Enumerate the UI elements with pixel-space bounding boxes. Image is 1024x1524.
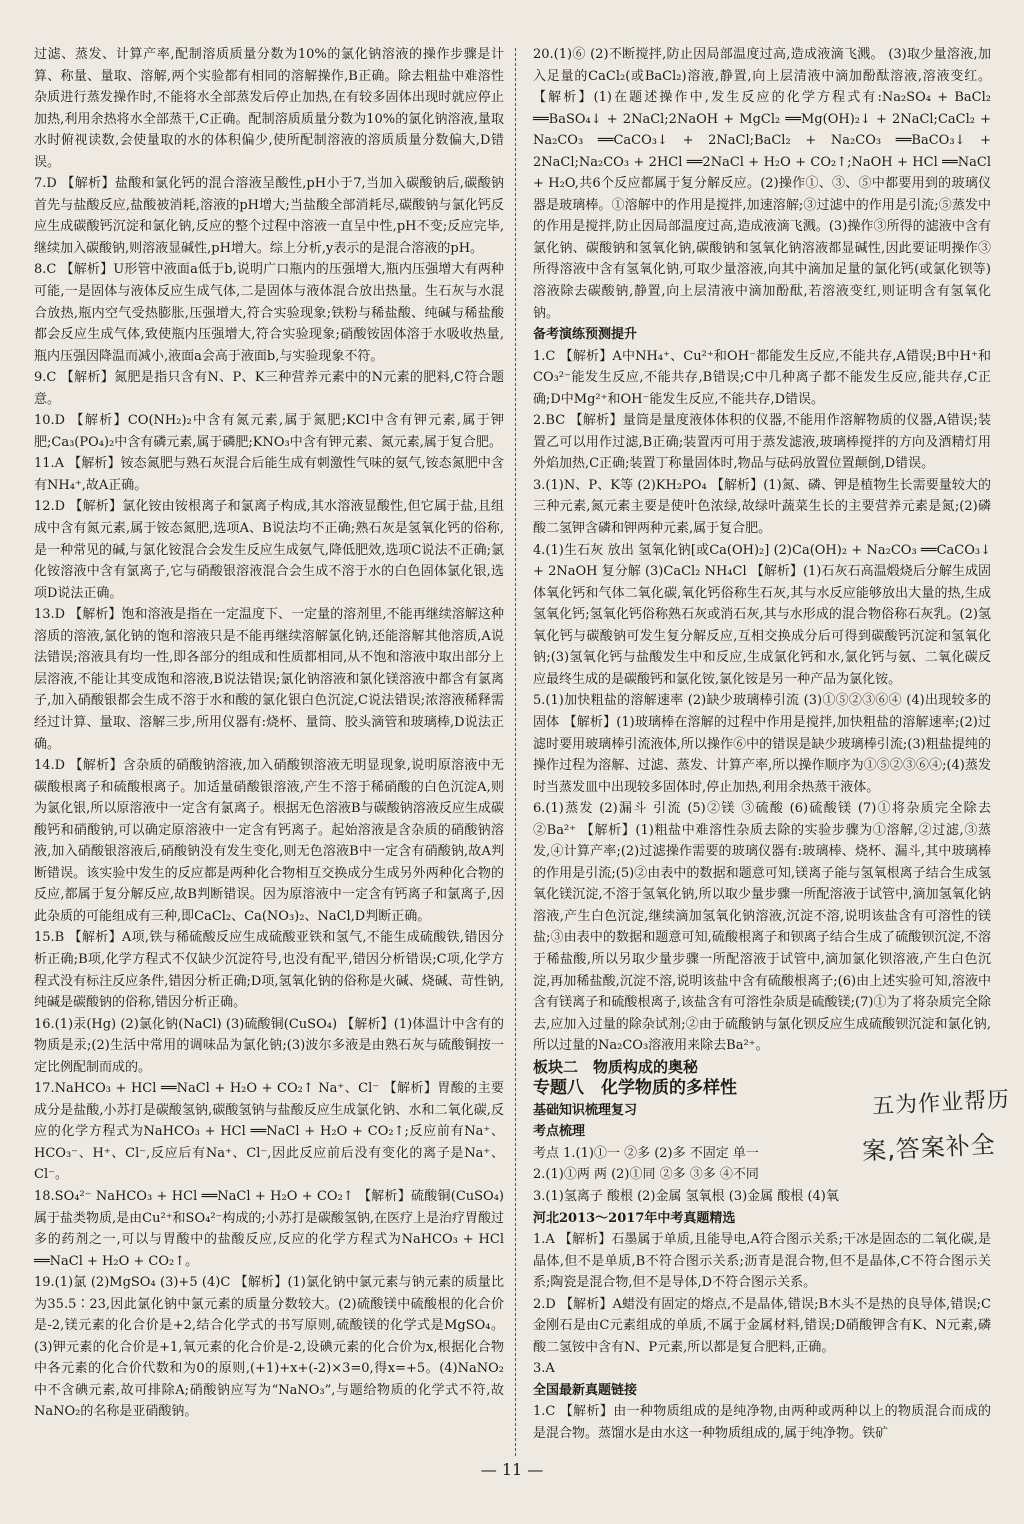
column-divider	[515, 48, 517, 1456]
left-paragraph: 15.B 【解析】A项,铁与稀硫酸反应生成硫酸亚铁和氢气,不能生成硫酸铁,错因分析正确;B项,化学方程式不仅缺少沉淀符号,也没有配平,错因分析错误;C项,化学方程式没有标注反应条件,错因分析正确;D项,氢氧化钠的俗称是火碱、烧碱、苛性钠,纯碱是碳酸钠的俗称,错因分析正确。	[34, 930, 504, 1011]
kaodian-line: 3.(1)氢离子 酸根 (2)金属 氢氧根 (3)金属 酸根 (4)氧	[533, 1188, 839, 1204]
left-paragraph: 16.(1)汞(Hg) (2)氯化钠(NaCl) (3)硫酸铜(CuSO₄) 【解析】(1)体温计中含有的物质是汞;(2)生活中常用的调味品为氯化钠;(3)波尔多液是由熟石灰与硫酸铜按一定比例配制而成的。	[34, 1016, 504, 1075]
kaodian-line: 考点 1.(1)①一 ②多 (2)多 不固定 单一	[533, 1145, 759, 1161]
right-paragraph: 2.D 【解析】A蜡没有固定的熔点,不是晶体,错误;B木头不是热的良导体,错误;C金刚石是由C元素组成的单质,不属于金属材料,错误;D硝酸钾含有K、N元素,磷酸二氢铵中含有N、P元素,所以都是复合肥料,正确。	[533, 1296, 991, 1355]
right-paragraph: 3.A	[533, 1361, 555, 1377]
right-column	[533, 44, 991, 1445]
handwritten-note: 案,答案补全	[861, 1130, 997, 1166]
kaodian-heading: 考点梳理	[533, 1124, 586, 1140]
left-paragraph: 8.C 【解析】U形管中液面a低于b,说明广口瓶内的压强增大,瓶内压强增大有两种可能,一是固体与液体反应生成气体,二是固体与液体混合放出热量。生石灰与水混合放热,瓶内空气受热膨胀,压强增大,符合实验现象;铁粉与稀盐酸、纯碱与稀盐酸都会反应生成气体,致使瓶内压强增大,符合实验现象;硝酸铵固体溶于水吸收热量,瓶内压强因降温而减小,液面a会高于液面b,与实验现象不符。	[34, 262, 504, 364]
handwritten-note: 五为作业帮历	[871, 1087, 1011, 1120]
left-paragraph: 19.(1)氯 (2)MgSO₄ (3)+5 (4)C 【解析】(1)氯化钠中氯元素与钠元素的质量比为35.5∶23,因此氯化钠中氯元素的质量分数较大。(2)硫酸镁中硫酸根的化合价是-2,镁元素的化合价是+2,结合化学式的书写原则,硫酸镁的化学式是MgSO₄。(3)钾元素的化合价是+1,氧元素的化合价是-2,设碘元素的化合价为x,根据化合物中各元素的化合价代数和为0的原则,(+1)+x+(-2)×3=0,得x=+5。(4)NaNO₂中不含碘元素,故可排除A;硝酸钠应写为“NaNO₃”,与题给物质的化学式不符,故NaNO₂的名称是亚硝酸钠。	[34, 1275, 504, 1420]
left-paragraph: 12.D 【解析】氯化铵由铵根离子和氯离子构成,其水溶液显酸性,但它属于盐,且组成中含有氮元素,属于铵态氮肥,选项A、B说法均不正确;熟石灰是氢氧化钙的俗称,是一种常见的碱,与氯化铵混合会发生反应生成氨气,降低肥效,选项C说法不正确;氯化铵溶液中含有氯离子,它与硝酸银溶液混合会生成不溶于水的白色固体氯化银,选项D说法正确。	[34, 499, 504, 601]
right-paragraph: 20.(1)⑥ (2)不断搅拌,防止因局部温度过高,造成液滴飞溅。 (3)取少量溶液,加入足量的CaCl₂(或BaCl₂)溶液,静置,向上层清液中滴加酚酞溶液,溶液变红。 【解析】(1)在题述操作中,发生反应的化学方程式有:Na₂SO₄ + BaCl₂ ══BaSO₄↓ + 2NaCl;2NaOH + MgCl₂ ══Mg(OH)₂↓ + 2NaCl;CaCl₂ + Na₂CO₃ ══CaCO₃↓ + 2NaCl;BaCl₂ + Na₂CO₃ ══BaCO₃↓ + 2NaCl;Na₂CO₃ + 2HCl ══2NaCl + H₂O + CO₂↑;NaOH + HCl ══NaCl + H₂O,共6个反应都属于复分解反应。(2)操作①、③、⑤中都要用到的玻璃仪器是玻璃棒。①溶解中的作用是搅拌,加速溶解;③过滤中的作用是引流;⑤蒸发中的作用是搅拌,防止因局部温度过高,造成液滴飞溅。(3)操作③所得的滤液中含有氯化钠、碳酸钠和氢氧化钠,碳酸钠和氢氧化钠溶液都显碱性,因此要证明操作③所得溶液中含有氢氧化钠,可取少量溶液,向其中滴加足量的氯化钙(或氯化钡等)溶液除去碳酸钠,静置,向上层清液中滴加酚酞,若溶液变红,则证明含有氢氧化钠。	[533, 47, 991, 321]
left-paragraph: 14.D 【解析】含杂质的硝酸钠溶液,加入硝酸钡溶液无明显现象,说明原溶液中无碳酸根离子和硫酸根离子。加适量硝酸银溶液,产生不溶于稀硝酸的白色沉淀A,则为氯化银,所以原溶液中一定含有氯离子。根据无色溶液B与碳酸钠溶液反应生成碳酸钙和硝酸钠,可以确定原溶液中一定含有钙离子。起始溶液是含杂质的硝酸钠溶液,加入硝酸银溶液后,硝酸钠没有发生变化,则无色溶液B中一定含有硝酸钠,故A判断错误。该实验中发生的反应都是两种化合物相互交换成分生成另外两种化合物的反应,都属于复分解反应,故B判断错误。因为原溶液中一定含有钙离子和氯离子,因此杂质的可能组成有三种,即CaCl₂、Ca(NO₃)₂、NaCl,D判断正确。	[34, 758, 504, 924]
right-paragraph: 6.(1)蒸发 (2)漏斗 引流 (5)②镁 ③硫酸 (6)硫酸镁 (7)①将杂质完全除去 ②Ba²⁺ 【解析】(1)粗盐中难溶性杂质去除的实验步骤为①溶解,②过滤,③蒸发,④计算产率;(2)过滤操作需要的玻璃仪器有:玻璃棒、烧杯、漏斗,其中玻璃棒的作用是引流;(5)②由表中的数据和题意可知,镁离子能与氢氧根离子结合生成氢氧化镁沉淀,不溶于氢氧化钠,所以取少量步骤一所配溶液于试管中,滴加氢氧化钠溶液,产生白色沉淀,继续滴加氢氧化钠溶液,沉淀不溶,说明该盐含有可溶性的镁盐;③由表中的数据和题意可知,硫酸根离子和钡离子结合生成了硫酸钡沉淀,不溶于稀盐酸,所以另取少量步骤一所配溶液于试管中,滴加氯化钡溶液,产生白色沉淀,再加稀盐酸,沉淀不溶,说明该盐中含有硫酸根离子;(6)由上述实验可知,溶液中含有镁离子和硫酸根离子,该盐含有可溶性杂质是硫酸镁;(7)①为了将杂质完全除去,应加入过量的除杂试剂;②由于硫酸钠与氯化钡反应生成硫酸钡沉淀和氯化钠,所以过量的Na₂CO₃溶液用来除去Ba²⁺。	[533, 801, 991, 1054]
right-paragraph: 1.C 【解析】A中NH₄⁺、Cu²⁺和OH⁻都能发生反应,不能共存,A错误;B中H⁺和CO₃²⁻能发生反应,不能共存,B错误;C中几种离子都不能发生反应,能共存,C正确;D中Mg²⁺和OH⁻能发生反应,不能共存,D错误。	[533, 348, 991, 407]
block-title: 板块二 物质构成的奥秘	[533, 1057, 699, 1076]
left-paragraph: 9.C 【解析】氮肥是指只含有N、P、K三种营养元素中的N元素的肥料,C符合题意。	[34, 370, 504, 407]
kaodian-line: 2.(1)①两 两 (2)①同 ②多 ③多 ④不同	[533, 1167, 759, 1183]
right-paragraph: 2.BC 【解析】量筒是量度液体体积的仪器,不能用作溶解物质的仪器,A错误;装置乙可以用作过滤,B正确;装置丙可用于蒸发滤液,玻璃棒搅拌的方向及酒精灯用外焰加热,C正确;装置丁称量固体时,物品与砝码放置位置颠倒,D错误。	[533, 413, 991, 472]
left-paragraph: 18.SO₄²⁻ NaHCO₃ + HCl ══NaCl + H₂O + CO₂↑ 【解析】硫酸铜(CuSO₄)属于盐类物质,是由Cu²⁺和SO₄²⁻构成的;小苏打是碳酸氢钠,在医疗上是治疗胃酸过多的药剂之一,可以与胃酸中的盐酸反应,反应的化学方程式为NaHCO₃ + HCl ══NaCl + H₂O + CO₂↑。	[34, 1188, 504, 1269]
right-paragraph: 1.C 【解析】由一种物质组成的是纯净物,由两种或两种以上的物质混合而成的是混合物。蒸馏水是由水这一种物质组成的,属于纯净物。铁矿	[533, 1404, 991, 1441]
right-paragraph: 4.(1)生石灰 放出 氢氧化钠[或Ca(OH)₂] (2)Ca(OH)₂ + Na₂CO₃ ══CaCO₃↓ + 2NaOH 复分解 (3)CaCl₂ NH₄Cl 【解析】(1)石灰石高温煅烧后分解生成固体氧化钙和气体二氧化碳,氧化钙俗称生石灰,其与水反应能够放出大量的热,生成氢氧化钙;氢氧化钙俗称熟石灰或消石灰,其与水形成的混合物俗称石灰乳。(2)氢氧化钙与碳酸钠可发生复分解反应,互相交换成分后可得到碳酸钙沉淀和氢氧化钠;(3)氢氧化钙与盐酸发生中和反应,生成氯化钙和水,氯化钙与氨、二氧化碳反应最终生成的是碳酸钙和氯化铵,氯化铵是另一种产品为氯化铵。	[533, 542, 991, 687]
section-heading-national: 全国最新真题链接	[533, 1382, 638, 1398]
left-column	[34, 44, 504, 1423]
right-paragraph: 1.A 【解析】石墨属于单质,且能导电,A符合图示关系;干冰是固态的二氧化碳,是晶体,但不是单质,B不符合图示关系;沥青是混合物,但不是晶体,C不符合图示关系;陶瓷是混合物,但不是导体,D不符合图示关系。	[533, 1232, 991, 1291]
page-number: — 11 —	[480, 1460, 544, 1479]
right-paragraph: 5.(1)加快粗盐的溶解速率 (2)缺少玻璃棒引流 (3)①⑤②③⑥④ (4)出现较多的固体 【解析】(1)玻璃棒在溶解的过程中作用是搅拌,加快粗盐的溶解速率;(2)过滤时要用玻璃棒引流液体,所以操作⑥中的错误是缺少玻璃棒引流;(3)粗盐提纯的操作过程为溶解、过滤、蒸发、计算产率,所以操作顺序为①⑤②③⑥④;(4)蒸发时当蒸发皿中出现较多固体时,停止加热,利用余热蒸干液体。	[533, 693, 991, 795]
left-paragraph: 17.NaHCO₃ + HCl ══NaCl + H₂O + CO₂↑ Na⁺、Cl⁻ 【解析】胃酸的主要成分是盐酸,小苏打是碳酸氢钠,碳酸氢钠与盐酸反应生成氯化钠、水和二氧化碳,反应的化学方程式为NaHCO₃ + HCl ══NaCl + H₂O + CO₂↑;反应前有Na⁺、HCO₃⁻、H⁺、Cl⁻,反应后有Na⁺、Cl⁻,因此反应前后没有变化的离子是Na⁺、Cl⁻。	[34, 1081, 504, 1183]
subtopic-title: 基础知识梳理复习	[533, 1102, 638, 1118]
left-paragraph: 过滤、蒸发、计算产率,配制溶质质量分数为10%的氯化钠溶液的操作步骤是计算、称量、量取、溶解,两个实验都有相同的溶解操作,B正确。除去粗盐中难溶性杂质进行蒸发操作时,不能将水全部蒸发后停止加热,在有较多固体出现时就应停止加热,利用余热将水全部蒸干,C正确。配制溶质质量分数为10%的氯化钠溶液,量取水时俯视读数,会使量取的水的体积偏少,使所配制溶液的溶质质量分数偏大,D错误。	[34, 47, 504, 170]
section-heading-hebei: 河北2013～2017年中考真题精选	[533, 1210, 736, 1226]
right-paragraph: 3.(1)N、P、K等 (2)KH₂PO₄ 【解析】(1)氮、磷、钾是植物生长需要量较大的三种元素,氮元素主要是使叶色浓绿,故绿叶蔬菜生长的主要营养元素是氮;(2)磷酸二氢钾含磷和钾两种元素,属于复合肥。	[533, 477, 991, 537]
section-heading-forecast: 备考演练预测提升	[533, 327, 638, 343]
left-paragraph: 10.D 【解析】CO(NH₂)₂中含有氮元素,属于氮肥;KCl中含有钾元素,属于钾肥;Ca₃(PO₄)₂中含有磷元素,属于磷肥;KNO₃中含有钾元素、氮元素,属于复合肥。	[34, 413, 504, 450]
left-paragraph: 13.D 【解析】饱和溶液是指在一定温度下、一定量的溶剂里,不能再继续溶解这种溶质的溶液,氯化钠的饱和溶液只是不能再继续溶解氯化钠,还能溶解其他溶质,A说法错误;溶液具有均一性,即各部分的组成和性质都相同,从不饱和溶液中取出部分上层溶液,不能让其变成饱和溶液,B说法错误;氯化钠溶液和氯化镁溶液中都含有氯离子,加入硝酸银都会生成不溶于水和酸的氯化银白色沉淀,C说法错误;浓溶液稀释需经过计算、量取、溶解三步,所用仪器有:烧杯、量筒、胶头滴管和玻璃棒,D说法正确。	[34, 607, 504, 752]
left-paragraph: 11.A 【解析】铵态氮肥与熟石灰混合后能生成有刺激性气味的氨气,铵态氮肥中含有NH₄⁺,故A正确。	[34, 456, 504, 493]
left-paragraph: 7.D 【解析】盐酸和氯化钙的混合溶液呈酸性,pH小于7,当加入碳酸钠后,碳酸钠首先与盐酸反应,盐酸被消耗,溶液的pH增大;当盐酸全部消耗尽,碳酸钠与氯化钙反应生成碳酸钙沉淀和氯化钠,反应的整个过程中溶液一直呈中性,pH不变;反应完毕,继续加入碳酸钠,则溶液显碱性,pH增大。综上分析,y表示的是混合溶液的pH。	[34, 176, 504, 256]
topic-title: 专题八 化学物质的多样性	[533, 1078, 737, 1099]
